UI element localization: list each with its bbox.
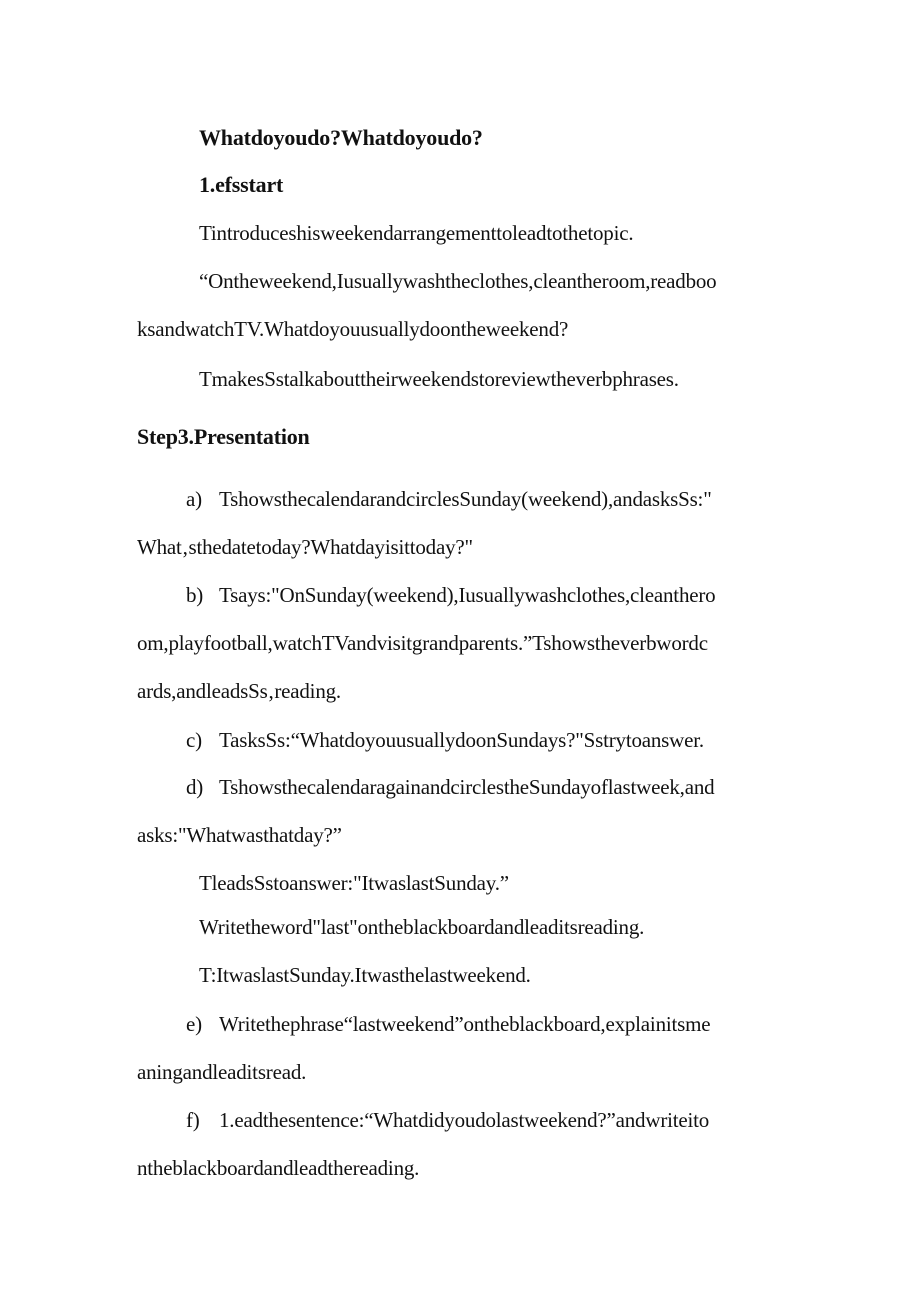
list-item-label: a): [186, 487, 202, 511]
list-item-b-line-2: om,playfootball,watchTVandvisitgrandparents.”Tshowstheverbwordc: [137, 631, 708, 655]
list-item-text: TshowsthecalendarandcirclesSunday(weekend),andasksSs:": [219, 487, 712, 511]
intro-paragraph-3: TmakesSstalkabouttheirweekendstoreviewtheverbphrases.: [199, 367, 679, 391]
list-item-d-sub-1: TleadsSstoanswer:"ItwaslastSunday.”: [199, 871, 509, 895]
intro-paragraph-2-line-2: ksandwatchTV.Whatdoyouusuallydoontheweekend?: [137, 317, 569, 341]
presentation-heading: Step3.Presentation: [137, 424, 310, 449]
step-heading: 1.efsstart: [199, 172, 284, 197]
list-item-d-line-1: [186, 774, 714, 800]
list-item-label: e): [186, 1012, 202, 1036]
list-item-f-line-2: ntheblackboardandleadthereading.: [137, 1156, 420, 1180]
list-item-e-line-1: [186, 1011, 710, 1037]
list-item-text: Writethephrase“lastweekend”ontheblackboard,explainitsme: [219, 1012, 711, 1036]
list-item-a-line-1: [186, 486, 712, 512]
list-item-a-line-2: What‚sthedatetoday?Whatdayisittoday?": [137, 535, 473, 559]
list-item-label: b): [186, 583, 204, 607]
list-item-text: Tsays:"OnSunday(weekend),Iusuallywashclothes,cleanthero: [219, 583, 716, 607]
list-item-text: 1.eadthesentence:“Whatdidyoudolastweekend?”andwriteito: [219, 1108, 710, 1132]
list-item-c-line-1: [186, 727, 704, 753]
list-item-text: TshowsthecalendaragainandcirclestheSundayoflastweek,and: [219, 775, 715, 799]
list-item-e-line-2: aningandleaditsread.: [137, 1060, 307, 1084]
list-item-label: f): [186, 1108, 200, 1132]
list-item-label: d): [186, 775, 204, 799]
intro-paragraph-2-line-1: “Ontheweekend,Iusuallywashtheclothes,cleantheroom,readboo: [199, 269, 717, 293]
list-item-label: c): [186, 728, 202, 752]
list-item-b-line-1: [186, 582, 715, 608]
list-item-text: TasksSs:“WhatdoyouusuallydoonSundays?"Sstrytoanswer.: [219, 728, 704, 752]
document-title: Whatdoyoudo?Whatdoyoudo?: [199, 125, 483, 150]
list-item-d-sub-2: Writetheword"last"ontheblackboardandleaditsreading.: [199, 915, 645, 939]
list-item-b-line-3: ards,andleadsSs‚reading.: [137, 679, 341, 703]
list-item-d-sub-3: T:ItwaslastSunday.Itwasthelastweekend.: [199, 963, 531, 987]
list-item-f-line-1: [186, 1107, 709, 1133]
list-item-d-line-2: asks:"Whatwasthatday?”: [137, 823, 342, 847]
intro-paragraph-1: Tintroduceshisweekendarrangementtoleadtothetopic.: [199, 221, 634, 245]
